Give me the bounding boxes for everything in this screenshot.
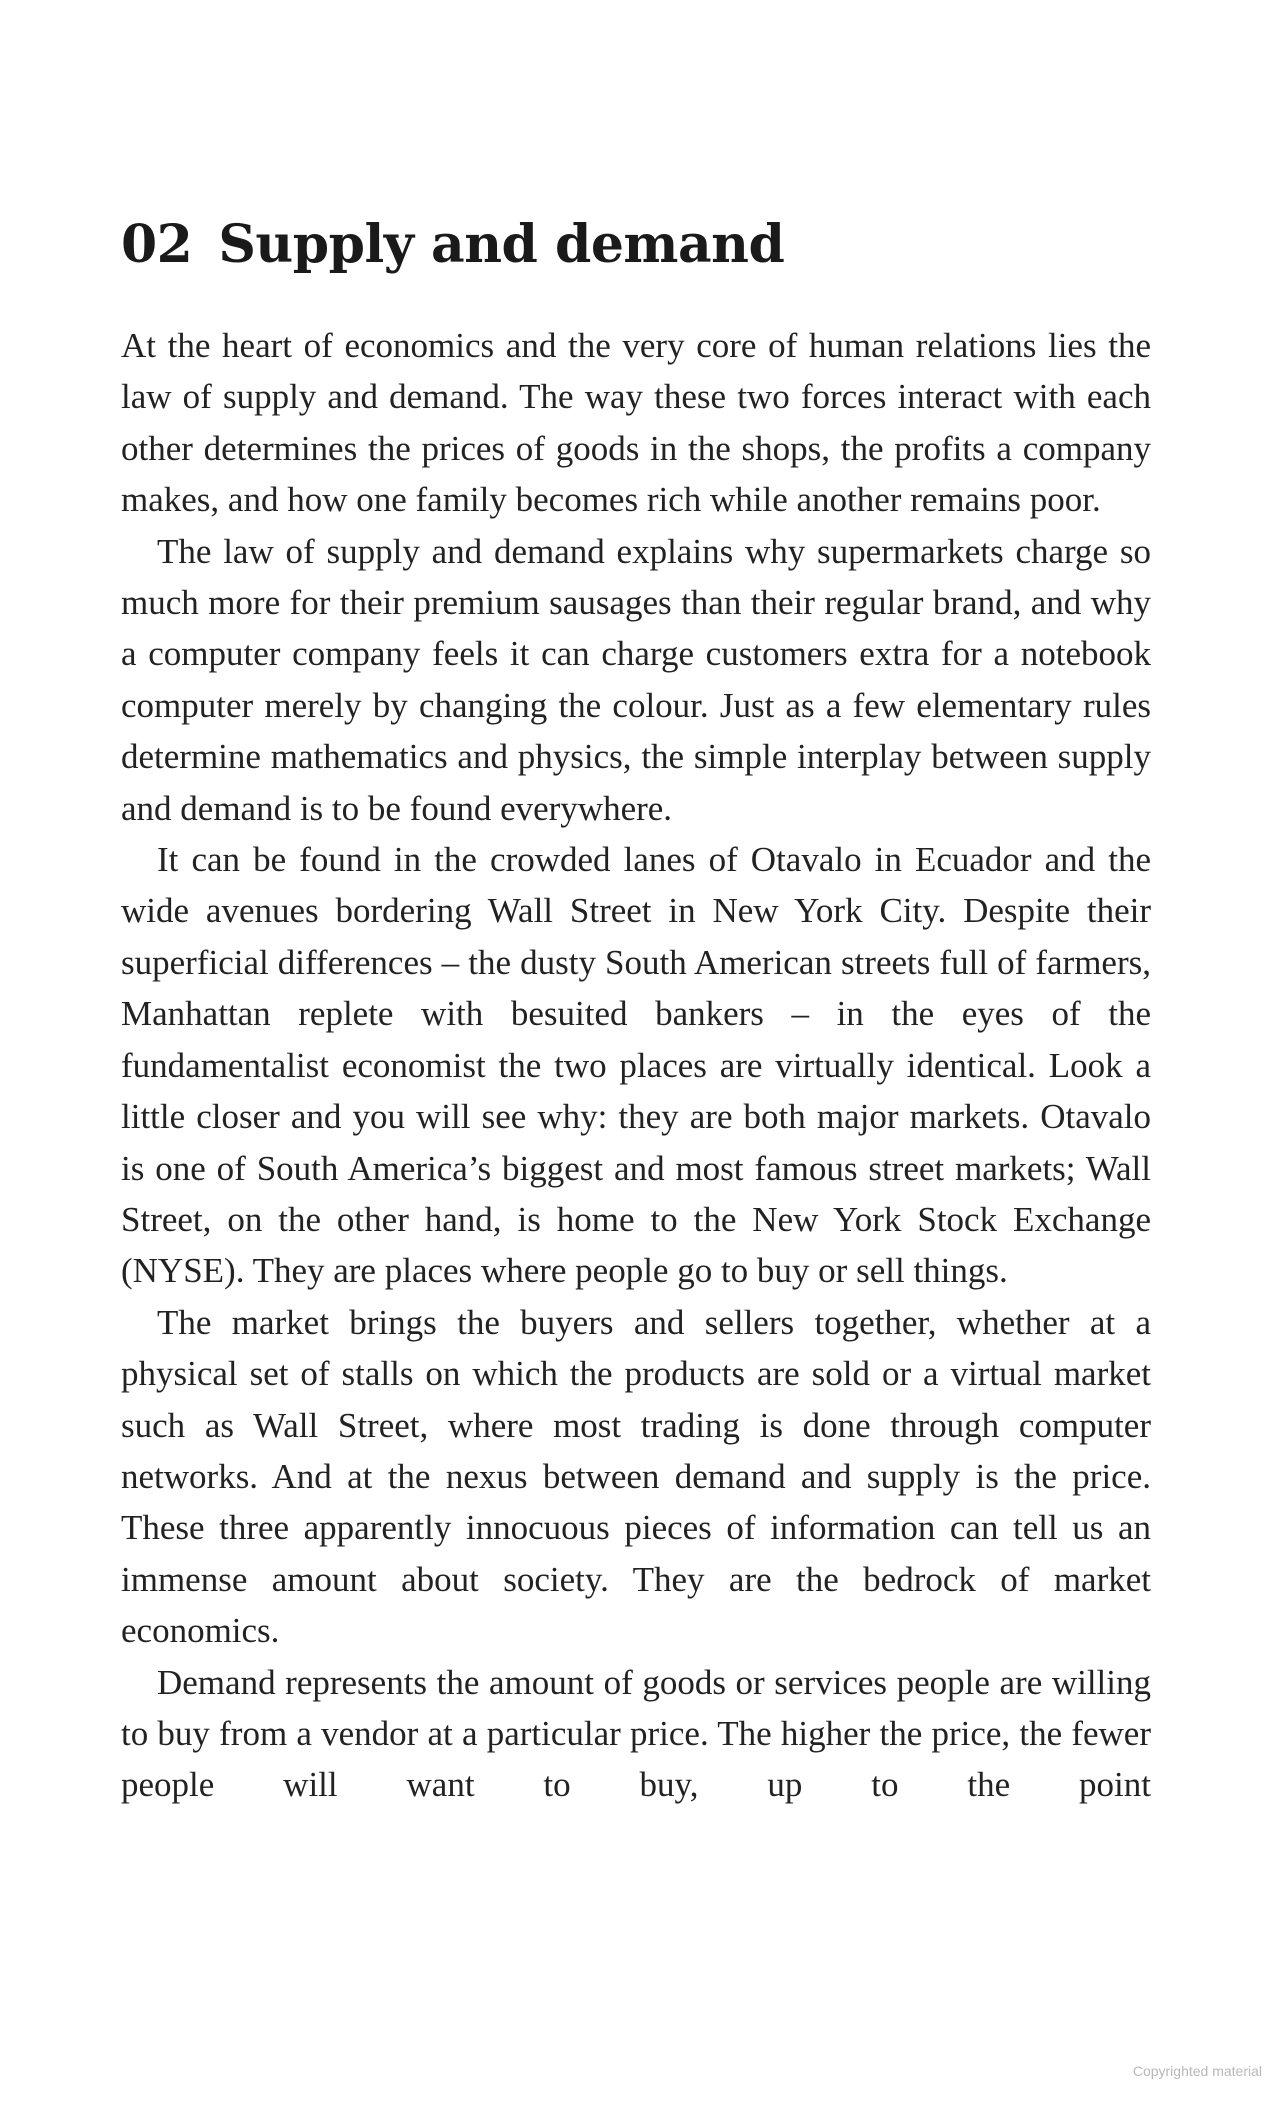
chapter-body <box>121 320 1151 1811</box>
chapter-heading <box>121 210 784 280</box>
paragraph-1: At the heart of economics and the very core of human relations lies the law of supply and demand. The way these two forces interact with each other determines the prices of goods in the shops, the profits a company makes, and how one family becomes rich while another remains poor. <box>121 326 1151 520</box>
paragraph-4: The market brings the buyers and sellers together, whether at a physical set of stalls on which the products are sold or a virtual market such as Wall Street, where most trading is done through computer networks. And at the nexus between demand and supply is the price. These three apparently innocuous pieces of information can tell us an immense amount about society. They are the bedrock of market economics. <box>121 1302 1151 1651</box>
paragraph-3: It can be found in the crowded lanes of Otavalo in Ecuador and the wide avenues bordering Wall Street in New York City. Despite their superficial differences – the dusty South American streets full of farmers, Manhattan replete with besuited bankers – in the eyes of the fundamentalist economist the two places are virtually identical. Look a little closer and you will see why: they are both major markets. Otavalo is one of South America’s biggest and most famous street markets; Wall Street, on the other hand, is home to the New York Stock Exchange (NYSE). They are places where people go to buy or sell things. <box>121 840 1151 1291</box>
copyright-watermark: Copyrighted material <box>1132 2063 1262 2079</box>
paragraph-2: The law of supply and demand explains why supermarkets charge so much more for their premium sausages than their regular brand, and why a computer company feels it can charge customers extra for a notebook computer merely by changing the colour. Just as a few elementary rules determine mathematics and physics, the simple interplay between supply and demand is to be found everywhere. <box>121 531 1151 828</box>
paragraph-5: Demand represents the amount of goods or services people are willing to buy from a vendor at a particular price. The higher the price, the fewer people will want to buy, up to the point <box>121 1662 1151 1805</box>
chapter-title: Supply and demand <box>218 214 785 275</box>
book-page <box>121 0 1151 2103</box>
chapter-number: 02 <box>121 214 193 275</box>
